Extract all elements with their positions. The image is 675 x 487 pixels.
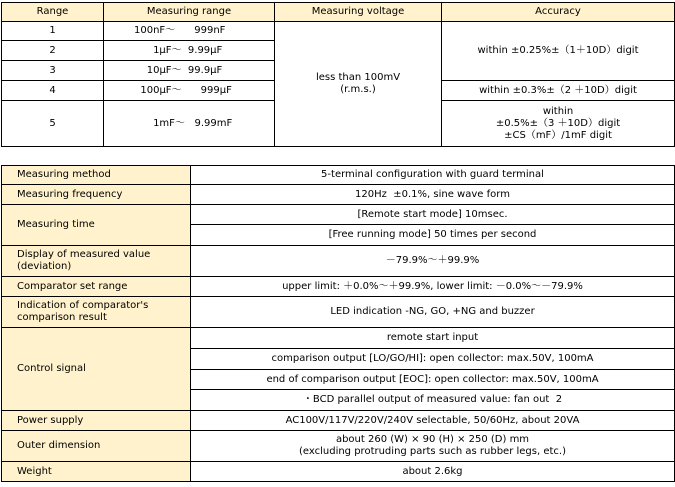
spec-value-control-signal: ・BCD parallel output of measured value: fan out 2 — [191, 390, 675, 411]
spec-value-measuring-time: [Remote start mode] 10msec. — [191, 205, 675, 225]
header-measuring-voltage: Measuring voltage — [275, 3, 442, 22]
table-row — [2, 462, 675, 482]
range-number: 3 — [2, 61, 104, 81]
measuring-range-value: 10μF～ 99.9μF — [104, 61, 275, 81]
spec-value-display: －79.9%～＋99.9% — [191, 246, 675, 277]
accuracy-line: within — [542, 105, 574, 117]
header-range: Range — [2, 3, 104, 22]
header-accuracy: Accuracy — [442, 3, 675, 22]
table-row — [2, 297, 675, 328]
measuring-voltage-line: less than 100mV — [315, 72, 401, 83]
spec-value-measuring-frequency: 120Hz ±0.1%, sine wave form — [191, 185, 675, 205]
spec-label-control-signal: Control signal — [2, 328, 191, 411]
table-row — [2, 328, 675, 349]
spec-label-display — [2, 246, 191, 277]
table-row — [2, 277, 675, 297]
spec-value-line: (excluding protruding parts such as rubber legs, etc.) — [298, 446, 566, 457]
measuring-range-value: 100nF～ 999nF — [104, 22, 275, 41]
table-row — [2, 411, 675, 431]
spec-value-comparator-set-range: upper limit: ＋0.0%～＋99.9%, lower limit: －0.0%～－79.9% — [191, 277, 675, 297]
spec-label-indication — [2, 297, 191, 328]
accuracy-cell — [442, 101, 675, 147]
spec-label-outer-dimension: Outer dimension — [2, 431, 191, 462]
range-number: 1 — [2, 22, 104, 41]
spec-value-control-signal: comparison output [LO/GO/HI]: open collector: max.50V, 100mA — [191, 349, 675, 370]
spec-label-line: Display of measured value — [17, 249, 151, 260]
measuring-voltage-cell — [275, 22, 442, 147]
spec-value-measuring-method: 5-terminal configuration with guard terminal — [191, 166, 675, 185]
accuracy-line: ±0.5%±（3 ＋10D）digit — [495, 117, 621, 129]
table-row — [2, 166, 675, 185]
spec-label-line: comparison result — [17, 312, 107, 323]
header-measuring-range: Measuring range — [104, 3, 275, 22]
spec-label-weight: Weight — [2, 462, 191, 482]
spec-value-weight: about 2.6kg — [191, 462, 675, 482]
spec-value-indication: LED indication -NG, GO, +NG and buzzer — [191, 297, 675, 328]
measuring-range-value: 1μF～ 9.99μF — [104, 41, 275, 61]
range-number: 2 — [2, 41, 104, 61]
spec-label-line: Indication of comparator's — [17, 300, 149, 311]
range-table — [1, 2, 675, 147]
table-row — [2, 22, 675, 41]
table-row — [2, 246, 675, 277]
accuracy-cell: within ±0.3%±（2 ＋10D）digit — [442, 81, 675, 101]
accuracy-cell: within ±0.25%±（1＋10D）digit — [442, 22, 675, 81]
spec-label-measuring-method: Measuring method — [2, 166, 191, 185]
accuracy-line: ±CS（mF）/1mF digit — [504, 129, 612, 141]
range-number: 4 — [2, 81, 104, 101]
spec-value-line: about 260 (W) × 90 (H) × 250 (D) mm — [335, 434, 530, 445]
measuring-range-value: 100μF～ 999μF — [104, 81, 275, 101]
measuring-voltage-line: (r.m.s.) — [340, 84, 376, 95]
spec-value-control-signal: remote start input — [191, 328, 675, 349]
table-row — [2, 205, 675, 225]
measuring-range-value: 1mF～ 9.99mF — [104, 101, 275, 147]
spec-label-measuring-frequency: Measuring frequency — [2, 185, 191, 205]
spec-label-line: (deviation) — [17, 261, 72, 272]
range-table-header — [2, 3, 675, 22]
spec-label-comparator-set-range: Comparator set range — [2, 277, 191, 297]
spec-label-measuring-time: Measuring time — [2, 205, 191, 246]
spec-table — [1, 165, 675, 482]
spec-label-power-supply: Power supply — [2, 411, 191, 431]
table-row — [2, 185, 675, 205]
spec-value-outer-dimension — [191, 431, 675, 462]
range-number: 5 — [2, 101, 104, 147]
spec-value-power-supply: AC100V/117V/220V/240V selectable, 50/60Hz, about 20VA — [191, 411, 675, 431]
spec-value-control-signal: end of comparison output [EOC]: open collector: max.50V, 100mA — [191, 370, 675, 390]
table-row — [2, 431, 675, 462]
spec-value-measuring-time: [Free running mode] 50 times per second — [191, 225, 675, 246]
